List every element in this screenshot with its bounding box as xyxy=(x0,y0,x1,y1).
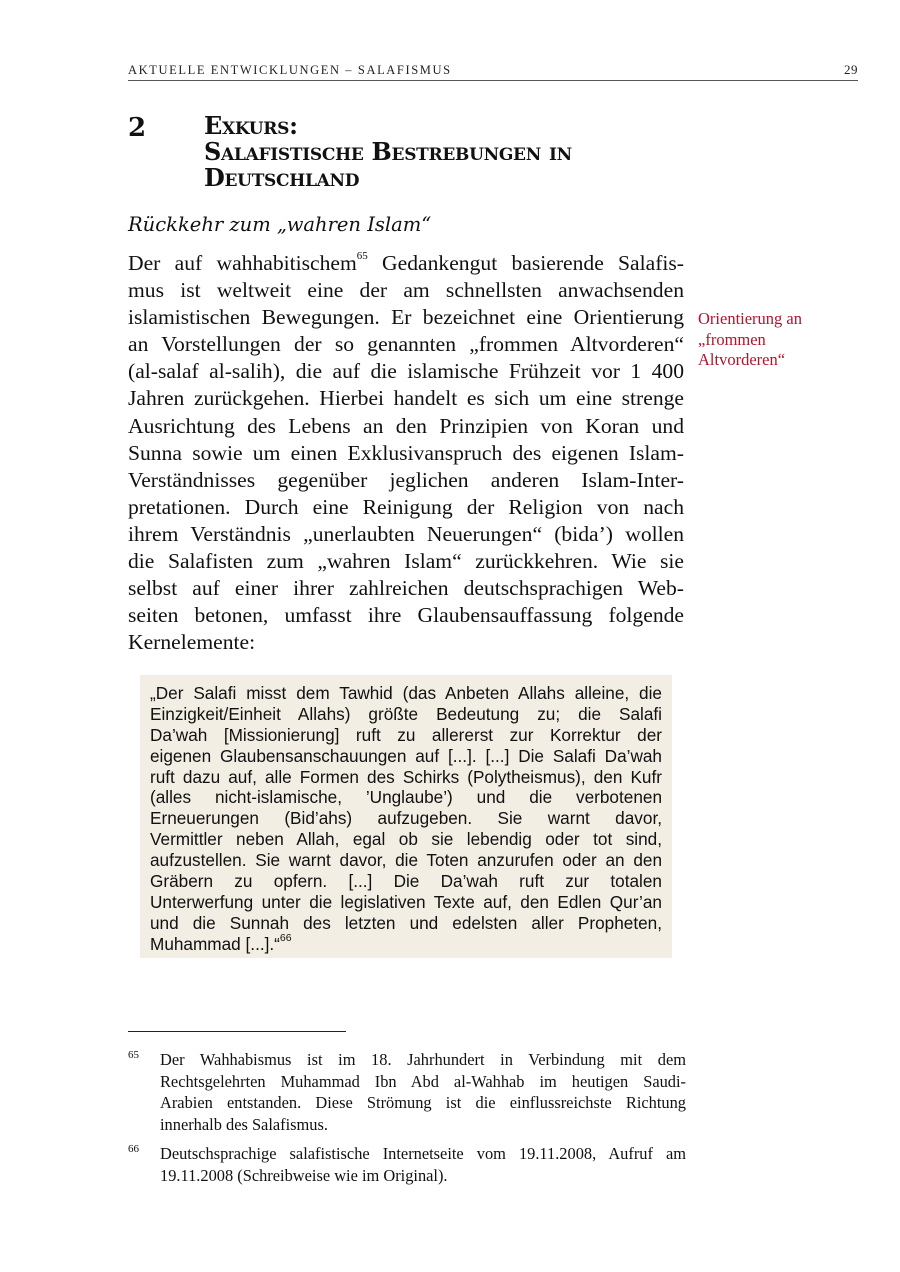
quote-line: ruft dazu auf, alle Formen des Schirks (Polytheismus), den Kufr xyxy=(150,766,662,787)
chapter-title-line: Salafistische Bestrebungen in xyxy=(204,137,572,166)
margin-note-line: „frommen xyxy=(698,329,766,349)
footnote-line: Der Wahhabismus ist im 18. Jahrhundert in Verbindung mit dem xyxy=(160,1050,686,1069)
body-line xyxy=(128,250,684,277)
body-line: mus ist weltweit eine der am schnellsten anwachsenden xyxy=(128,278,684,303)
footnote-ref-65[interactable]: 65 xyxy=(356,249,368,262)
quote-line: Unterwerfung unter die legislativen Texte auf, den Edlen Qur’an xyxy=(150,891,662,912)
margin-note-line: Altvorderen“ xyxy=(698,350,786,369)
running-title: AKTUELLE ENTWICKLUNGEN – SALAFISMUS xyxy=(128,63,452,77)
footnote-text xyxy=(160,1143,686,1186)
body-line: ihrem Verständnis „unerlaubten Neuerungen“ (bida’) wollen xyxy=(128,521,684,546)
footnote-line: Rechtsgelehrten Muhammad Ibn Abd al-Wahhab im heutigen Saudi- xyxy=(160,1071,686,1091)
margin-note xyxy=(698,309,858,371)
chapter-title xyxy=(204,113,724,191)
quote-line: und die Sunnah des letzten und edelsten aller Propheten, xyxy=(150,912,662,933)
quote-line: Einzigkeit/Einheit Allahs) größte Bedeutung zu; die Salafi xyxy=(150,703,662,724)
footnote-line: innerhalb des Salafismus. xyxy=(160,1114,328,1134)
body-line: Kernelemente: xyxy=(128,630,256,655)
body-paragraph xyxy=(128,250,684,656)
footnote-text xyxy=(160,1049,686,1135)
quote-line xyxy=(150,931,662,955)
quote-line: (alles nicht-islamische, ’Unglaube’) und die verbotenen xyxy=(150,787,662,808)
body-line: Ausrichtung des Lebens an den Prinzipien von Koran und xyxy=(128,413,684,438)
body-line: selbst auf einer ihrer zahlreichen deutschsprachigen Web- xyxy=(128,576,684,601)
body-line: (al-salaf al-salih), die auf die islamische Frühzeit vor 1 400 xyxy=(128,359,684,384)
section-title: Rückkehr zum „wahren Islam“ xyxy=(128,213,432,236)
running-header xyxy=(128,62,858,81)
body-line: die Salafisten zum „wahren Islam“ zurückkehren. Wie sie xyxy=(128,549,684,574)
quote-box xyxy=(140,675,672,958)
quote-line: Da’wah [Missionierung] ruft zu allererst zur Korrektur der xyxy=(150,724,662,745)
footnote-number: 66 xyxy=(128,1143,139,1155)
footnote-ref-66[interactable]: 66 xyxy=(279,931,292,944)
body-line: an Vorstellungen der so genannten „frommen Altvorderen“ xyxy=(128,332,684,357)
footnote-separator xyxy=(128,1031,346,1032)
body-line: Verständnisses gegenüber jeglichen anderen Islam-Inter- xyxy=(128,467,684,492)
quote-line-text: Muhammad [...].“ xyxy=(150,933,280,954)
body-line: Sunna sowie um einen Exklusivanspruch des eigenen Islam- xyxy=(128,440,684,465)
body-line: islamistischen Bewegungen. Er bezeichnet eine Orientierung xyxy=(128,305,684,330)
quote-line: Vermittler neben Allah, egal ob sie lebendig oder tot sind, xyxy=(150,829,662,850)
body-line-text: Der auf wahhabitischem xyxy=(128,251,357,275)
margin-note-line: Orientierung an xyxy=(698,309,803,328)
chapter-title-line: Deutschland xyxy=(204,163,360,192)
quote-line: aufzustellen. Sie warnt davor, die Toten anzurufen oder an den xyxy=(150,850,662,871)
quote-line: „Der Salafi misst dem Tawhid (das Anbeten Allahs alleine, die xyxy=(150,683,662,703)
chapter-title-line: Exkurs: xyxy=(204,111,298,140)
page-number: 29 xyxy=(844,62,858,77)
body-line: Jahren zurückgehen. Hierbei handelt es sich um eine strenge xyxy=(128,386,684,411)
footnote-line: 19.11.2008 (Schreibweise wie im Original). xyxy=(160,1165,448,1185)
body-line-text: Gedankengut basierende Salafis- xyxy=(367,251,685,275)
footnote-number: 65 xyxy=(128,1049,139,1061)
quote-line: Erneuerungen (Bid’ahs) aufzugeben. Sie warnt davor, xyxy=(150,808,662,829)
footnote-line: Arabien entstanden. Diese Strömung ist die einflussreichste Richtung xyxy=(160,1093,686,1112)
body-line: seiten betonen, umfasst ihre Glaubensauffassung folgende xyxy=(128,603,684,628)
chapter-number: 2 xyxy=(128,113,147,143)
body-line: pretationen. Durch eine Reinigung der Religion von nach xyxy=(128,494,684,519)
quote-line: Gräbern zu opfern. [...] Die Da’wah ruft zur totalen xyxy=(150,871,662,892)
quote-line: eigenen Glaubensanschauungen auf [...]. [...] Die Salafi Da’wah xyxy=(150,745,662,766)
footnote-line: Deutschsprachige salafistische Internetseite vom 19.11.2008, Aufruf am xyxy=(160,1144,686,1163)
